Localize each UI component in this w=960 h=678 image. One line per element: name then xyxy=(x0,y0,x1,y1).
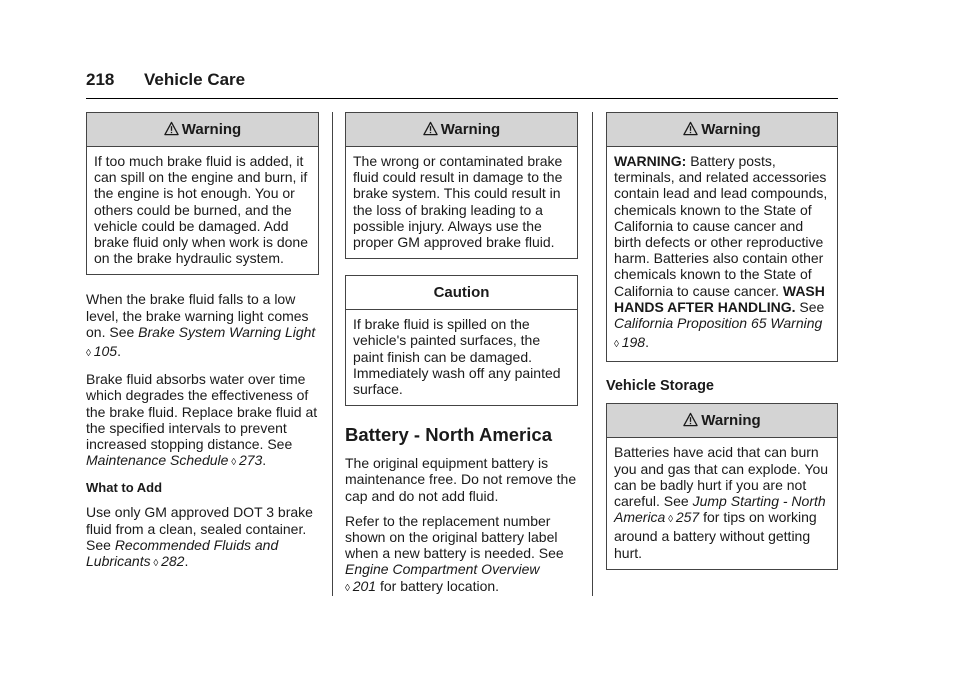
caution-header xyxy=(346,276,577,310)
page-ref-198[interactable]: 198 xyxy=(621,334,646,351)
column-2 xyxy=(345,112,578,597)
paragraph xyxy=(345,513,578,597)
caution-title: Caution xyxy=(433,284,490,302)
page-reference-arrow-icon: ◊ xyxy=(614,339,622,351)
warning-triangle-icon xyxy=(683,412,698,427)
warning-body xyxy=(607,438,837,568)
page-reference-arrow-icon: ◊ xyxy=(228,457,239,469)
warning-text: Batteries have acid that can burn you and gas that can explode. You can be badly hurt if you are not careful. See xyxy=(614,444,829,510)
page-reference-arrow-icon: ◊ xyxy=(665,514,676,526)
column-divider xyxy=(592,112,593,596)
warning-lead: WARNING: xyxy=(614,153,687,169)
paragraph: Brake fluid absorbs water over time which degrades the effectiveness of the brake fluid. Replace brake fluid at the specified intervals to prevent increased stopping distance. See Maintenance Schedule ◊ 273. xyxy=(86,371,318,469)
paragraph: When the brake fluid falls to a low level, the brake warning light comes on. See Brake System Warning Light ◊ 105. xyxy=(86,291,316,360)
warning-title: Warning xyxy=(181,121,242,138)
page-ref-201[interactable]: 201 xyxy=(352,577,377,594)
maintenance-schedule-link[interactable]: Maintenance Schedule xyxy=(86,452,229,469)
section-title: Vehicle Care xyxy=(144,70,246,89)
paragraph-text: Refer to the replacement number shown on the original battery label when a new battery is needed. See xyxy=(345,512,564,562)
page-ref-105[interactable]: 105 xyxy=(93,343,118,360)
warning-header xyxy=(607,404,837,438)
heading-battery-north-america: Battery - North America xyxy=(345,424,552,446)
page-ref-257[interactable]: 257 xyxy=(675,509,700,526)
page-ref-273[interactable]: 273 xyxy=(238,452,263,469)
warning-body: If too much brake fluid is added, it can spill on the engine and burn, if the engine is hot enough. You or others could be burned, and the vehicle could be damaged. Add brake fluid only when work is done on the brake hydraulic system. xyxy=(94,153,309,267)
warning-header xyxy=(346,113,577,147)
warning-title: Warning xyxy=(701,121,761,138)
column-divider xyxy=(332,112,333,596)
warning-text: See xyxy=(795,298,825,315)
subheading-what-to-add: What to Add xyxy=(86,480,163,496)
warning-box xyxy=(345,112,578,259)
paragraph-text: When the brake fluid falls to a low level, the brake warning light comes on. See xyxy=(86,291,309,340)
california-prop-65-link[interactable]: California Proposition 65 Warning xyxy=(614,315,823,332)
paragraph-text: Brake fluid absorbs water over time which degrades the effectiveness of the brake fluid. Replace brake fluid at the specified intervals to prevent increased stopping distance. See xyxy=(86,371,318,453)
warning-body: WARNING: Battery posts, terminals, and related accessories contain lead and lead compounds, chemicals known to the State of California to cause cancer and birth defects or other reproductive harm. Batteries also contain other chemicals known to the State of California to cause cancer. WASH HANDS AFTER HANDLING. See California Proposition 65 Warning ◊ 198. xyxy=(614,153,828,351)
warning-triangle-icon xyxy=(683,121,698,136)
page-reference-arrow-icon: ◊ xyxy=(150,558,162,570)
column-3 xyxy=(606,112,838,570)
warning-body: The wrong or contaminated brake fluid could result in damage to the brake system. This could result in the loss of braking leading to a possible injury. Always use the proper GM approved brake fluid. xyxy=(353,153,563,251)
paragraph-text: Use only GM approved DOT 3 brake fluid from a clean, sealed container. See xyxy=(86,504,313,553)
caution-box xyxy=(345,275,578,406)
paragraph: The original equipment battery is maintenance free. Do not remove the cap and do not add fluid. xyxy=(345,455,577,504)
warning-box xyxy=(606,403,838,569)
recommended-fluids-link[interactable]: Recommended Fluids and Lubricants xyxy=(86,536,279,570)
caution-body: If brake fluid is spilled on the vehicle's painted surfaces, the paint finish can be damaged. Immediately wash off any painted surface. xyxy=(353,316,561,398)
engine-compartment-overview-link[interactable]: Engine Compartment Overview xyxy=(345,561,540,578)
page-ref-282[interactable]: 282 xyxy=(161,553,185,570)
page-number: 218 xyxy=(86,70,115,89)
warning-header xyxy=(607,113,837,147)
column-1 xyxy=(86,112,319,572)
page-header xyxy=(86,70,838,99)
warning-title: Warning xyxy=(701,412,761,430)
warning-title: Warning xyxy=(440,121,501,138)
paragraph: Use only GM approved DOT 3 brake fluid from a clean, sealed container. See Recommended Fluids and Lubricants ◊ 282. xyxy=(86,504,313,570)
warning-text: Battery posts, terminals, and related accessories contain lead and lead compounds, chemicals known to the State of California to cause cancer and birth defects or other reproductive harm. Batteries also contain other chemicals known to the State of California to cause cancer. xyxy=(614,153,828,299)
warning-triangle-icon xyxy=(423,121,438,136)
brake-system-warning-light-link[interactable]: Brake System Warning Light xyxy=(138,323,316,340)
warning-triangle-icon xyxy=(164,121,179,136)
warning-text: for tips on working around a battery without getting hurt. xyxy=(614,509,817,561)
wash-hands-notice: WASH HANDS AFTER HANDLING. xyxy=(614,282,825,315)
page-reference-arrow-icon: ◊ xyxy=(345,582,353,594)
page-reference-arrow-icon: ◊ xyxy=(86,348,94,360)
paragraph-text: for battery location. xyxy=(376,577,500,594)
warning-box xyxy=(86,112,319,275)
warning-header xyxy=(87,113,318,147)
heading-vehicle-storage: Vehicle Storage xyxy=(606,378,714,395)
jump-starting-link[interactable]: Jump Starting - North America xyxy=(614,493,826,526)
warning-box xyxy=(606,112,838,362)
